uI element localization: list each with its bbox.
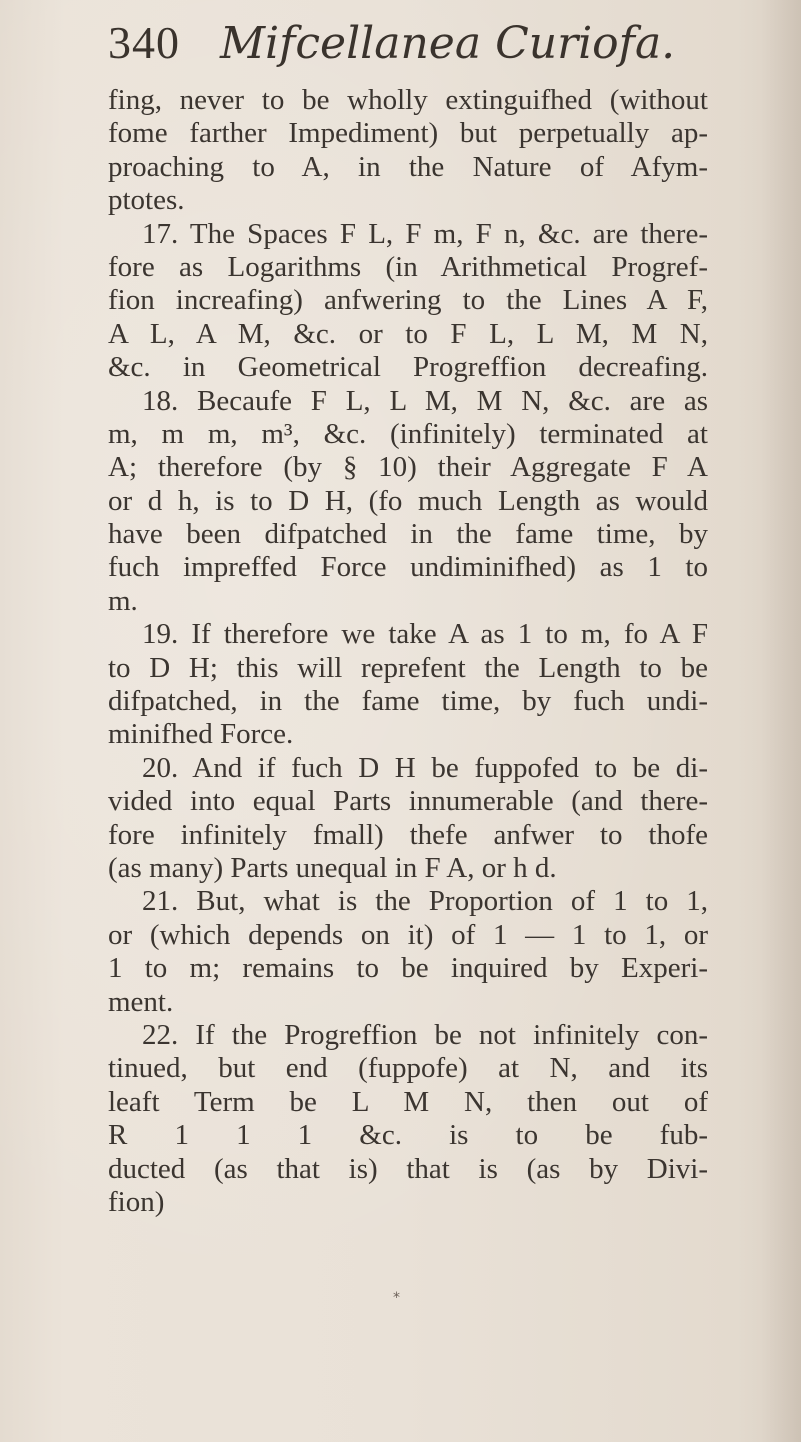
text-line: (as many) Parts unequal in F A, or h d. (108, 851, 557, 884)
text-line: R 1 1 1 &c. is to be fub- (108, 1119, 708, 1152)
text-line: fome farther Impediment) but perpetually ap- (108, 117, 708, 150)
paragraph-20-start: 20. And if fuch D H be fuppofed to be di- (142, 751, 708, 784)
text-line: ptotes. (108, 184, 185, 217)
text-line: proaching to A, in the Nature of Afym- (108, 150, 708, 183)
text-line: m, m m, m³, &c. (infinitely) terminated at (108, 417, 708, 450)
text-line: &c. in Geometrical Progreffion decreafing. (108, 351, 708, 384)
text-line: fion increafing) anfwering to the Lines A F, (108, 284, 708, 317)
text-line: minifhed Force. (108, 718, 294, 751)
text-line: difpatched, in the fame time, by fuch undi- (108, 685, 708, 718)
page-edge-shadow (761, 0, 801, 1442)
text-line: 1 to m; remains to be inquired by Experi- (108, 952, 708, 985)
paragraph-21-start: 21. But, what is the Proportion of 1 to 1, (142, 885, 708, 918)
text-line: tinued, but end (fuppofe) at N, and its (108, 1052, 708, 1085)
text-line: to D H; this will reprefent the Length to be (108, 651, 708, 684)
text-line: fuch impreffed Force undiminifhed) as 1 to (108, 551, 708, 584)
paragraph-22-start: 22. If the Progreffion be not infinitely con- (142, 1018, 708, 1051)
running-title: Mifcellanea Curiofa. (220, 18, 676, 69)
paragraph-18-start: 18. Becaufe F L, L M, M N, &c. are as (142, 384, 708, 417)
text-line: fore as Logarithms (in Arithmetical Progref- (108, 250, 708, 283)
text-line: have been difpatched in the fame time, by (108, 518, 708, 551)
text-line: ducted (as that is) that is (as by Divi- (108, 1152, 708, 1185)
text-line: A; therefore (by § 10) their Aggregate F A (108, 451, 708, 484)
text-line: A L, A M, &c. or to F L, L M, M N, (108, 317, 708, 350)
text-line: fion) (108, 1185, 165, 1218)
text-line: m. (108, 584, 138, 617)
page-number: 340 (108, 17, 180, 68)
text-line: fing, never to be wholly extinguifhed (without (108, 84, 708, 116)
text-line: or (which depends on it) of 1 — 1 to 1, or (108, 918, 708, 951)
body-text (108, 84, 708, 1219)
text-line: or d h, is to D H, (fo much Length as would (108, 484, 708, 517)
page-header (108, 16, 708, 84)
text-line: leaft Term be L M N, then out of (108, 1085, 708, 1118)
paragraph-17-start: 17. The Spaces F L, F m, F n, &c. are there- (142, 217, 708, 250)
text-line: fore infinitely fmall) thefe anfwer to thofe (108, 818, 708, 851)
signature-mark: * (393, 1290, 400, 1306)
paragraph-19-start: 19. If therefore we take A as 1 to m, fo A F (142, 618, 708, 651)
text-line: ment. (108, 985, 174, 1018)
text-line: vided into equal Parts innumerable (and there- (108, 785, 708, 818)
